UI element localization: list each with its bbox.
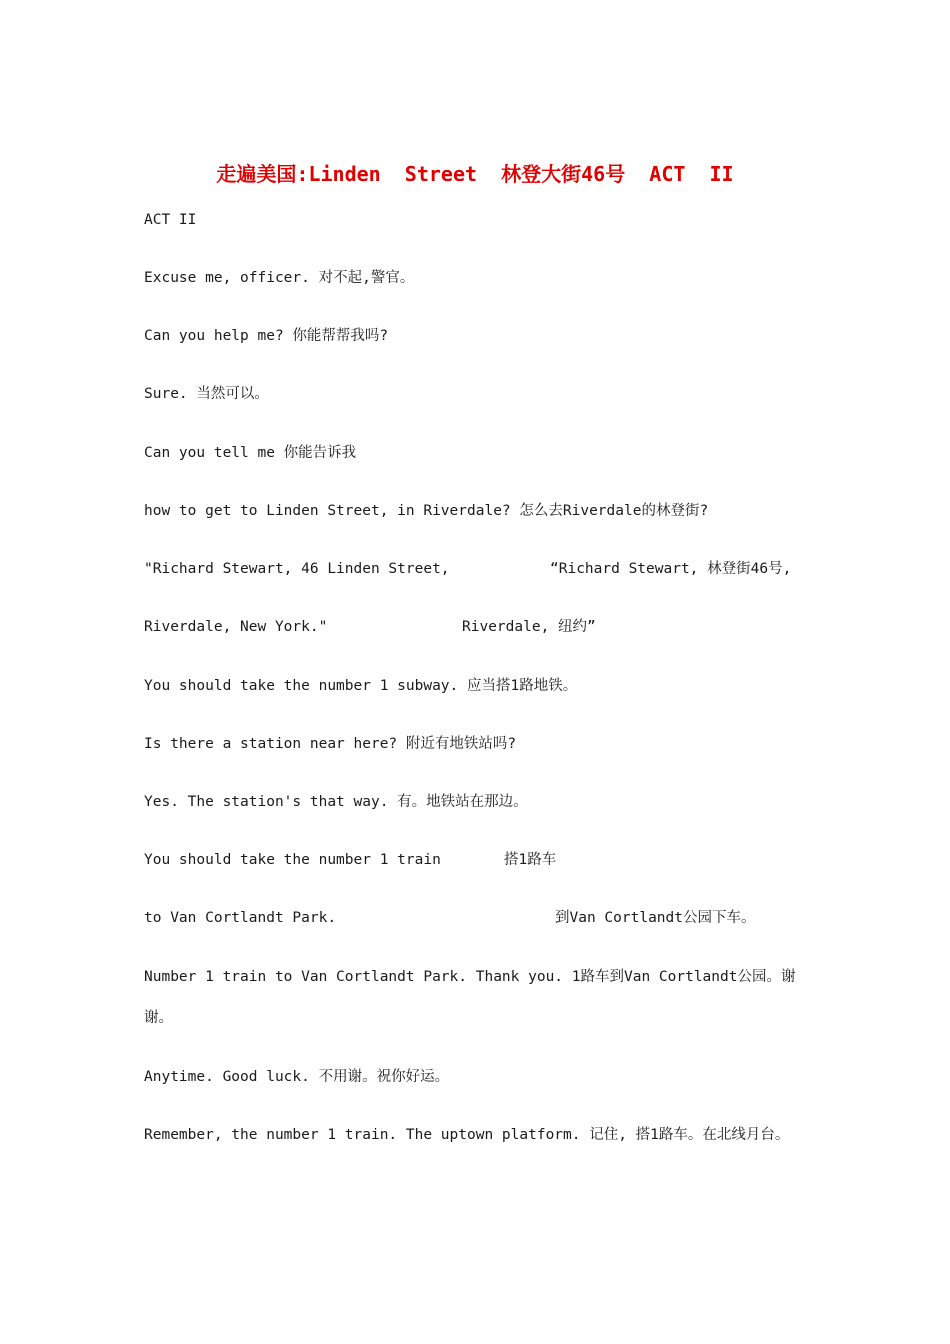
dialogue-line-8: You should take the number 1 subway. 应当搭1路地铁。 xyxy=(144,678,578,694)
dialogue-line-11-chinese: 搭1路车 xyxy=(504,852,557,868)
dialogue-line-5: how to get to Linden Street, in Riverdale? 怎么去Riverdale的林登街? xyxy=(144,503,709,519)
dialogue-line-12-english: to Van Cortlandt Park. xyxy=(144,910,337,926)
dialogue-line-7-english: Riverdale, New York." xyxy=(144,619,328,635)
dialogue-line-10: Yes. The station's that way. 有。地铁站在那边。 xyxy=(144,794,528,810)
dialogue-line-14: Anytime. Good luck. 不用谢。祝你好运。 xyxy=(144,1069,450,1085)
dialogue-line-1: Excuse me, officer. 对不起,警官。 xyxy=(144,270,415,286)
dialogue-line-12-chinese: 到Van Cortlandt公园下车。 xyxy=(555,910,756,926)
dialogue-line-11-english: You should take the number 1 train xyxy=(144,852,441,868)
dialogue-line-15: Remember, the number 1 train. The uptown platform. 记住, 搭1路车。在北线月台。 xyxy=(144,1127,790,1143)
dialogue-line-13: Number 1 train to Van Cortlandt Park. Thank you. 1路车到Van Cortlandt公园。谢谢。 xyxy=(144,969,796,1026)
dialogue-line-7-chinese: Riverdale, 纽约” xyxy=(462,619,596,635)
document-title: 走遍美国:Linden Street 林登大街46号 ACT II xyxy=(216,162,734,186)
dialogue-line-2: Can you help me? 你能帮帮我吗? xyxy=(144,328,389,344)
dialogue-line-6-chinese: “Richard Stewart, 林登街46号, xyxy=(550,561,792,577)
act-heading: ACT II xyxy=(144,212,197,228)
dialogue-line-9: Is there a station near here? 附近有地铁站吗? xyxy=(144,736,517,752)
dialogue-line-4: Can you tell me 你能告诉我 xyxy=(144,445,357,461)
dialogue-line-3: Sure. 当然可以。 xyxy=(144,386,269,402)
dialogue-line-6-english: "Richard Stewart, 46 Linden Street, xyxy=(144,561,450,577)
